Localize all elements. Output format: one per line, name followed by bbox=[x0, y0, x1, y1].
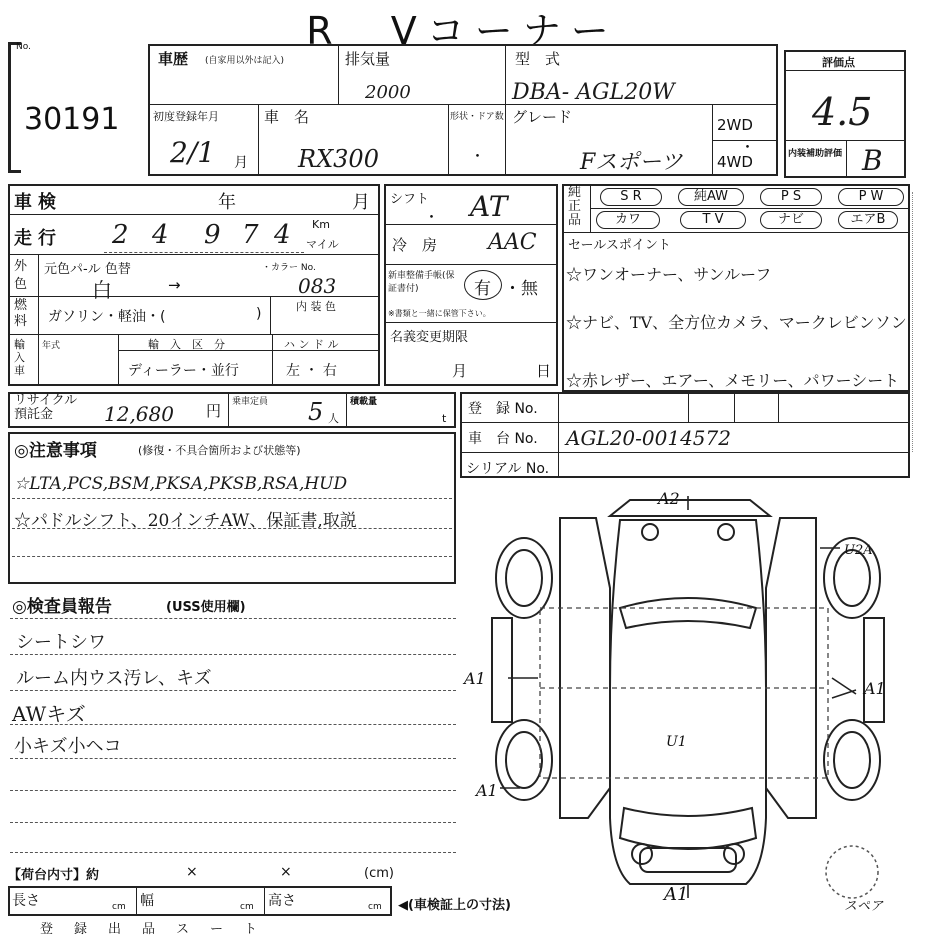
cargo-length: 長さ bbox=[12, 893, 40, 909]
wheel-right-rear-inner bbox=[834, 550, 870, 606]
first-reg-value: 2/1 bbox=[170, 136, 216, 169]
cargo-width-cm: cm bbox=[240, 902, 254, 912]
displacement-label: 排気量 bbox=[345, 50, 391, 68]
equip-sr: S R bbox=[600, 188, 662, 206]
no-label: No. bbox=[16, 42, 31, 52]
footer-partial: 登 録 出 品 ス ー ト bbox=[40, 922, 262, 937]
lot-number: 30191 bbox=[24, 102, 120, 137]
inspector-sub: (USS使用欄) bbox=[166, 600, 246, 615]
load-label: 積載量 bbox=[350, 397, 378, 407]
shift-label: シフト bbox=[390, 192, 430, 207]
mileage-digit: 4 bbox=[274, 220, 291, 250]
sheet-title: R Vコーナー bbox=[306, 9, 619, 53]
wheel-left-front-inner bbox=[506, 732, 542, 788]
score-value: 4.5 bbox=[812, 90, 873, 134]
drive-2wd: 2WD bbox=[717, 116, 753, 134]
cargo-length-cm: cm bbox=[112, 902, 126, 912]
aircon-label: 冷 房 bbox=[392, 236, 438, 254]
front-grille bbox=[640, 848, 736, 872]
car-name-value: RX300 bbox=[298, 145, 379, 173]
cargo-x2: × bbox=[280, 864, 292, 880]
aircon-value: AAC bbox=[488, 230, 537, 255]
notes-sub: (修復・不具合箇所および状態等) bbox=[138, 444, 301, 457]
interior-area bbox=[540, 608, 828, 778]
inspector-line-2: ルーム内ウス汚レ、キズ bbox=[16, 668, 212, 689]
mileage-digit: 4 bbox=[152, 220, 169, 250]
shift-dot: ・ bbox=[424, 208, 440, 226]
first-reg-label: 初度登録年月 bbox=[153, 110, 219, 123]
shift-value: AT bbox=[470, 190, 508, 223]
color-arrow: → bbox=[168, 276, 181, 294]
cargo-width: 幅 bbox=[140, 893, 154, 909]
inspector-line-3: AWキズ bbox=[12, 702, 86, 726]
interior-color-label: 内 装 色 bbox=[296, 300, 336, 313]
capacity-label: 乗車定員 bbox=[232, 397, 269, 407]
recycle-unit: 円 bbox=[206, 402, 222, 420]
mileage-unit-km: Km bbox=[312, 218, 330, 231]
grade-label: グレード bbox=[512, 108, 573, 126]
chassis-value: AGL20-0014572 bbox=[566, 426, 731, 450]
car-body bbox=[610, 520, 766, 884]
manual-note: ※書類と一緒に保管下さい。 bbox=[388, 309, 491, 318]
right-door-panel bbox=[766, 518, 816, 818]
name-change-label: 名義変更期限 bbox=[390, 330, 469, 345]
cargo-unit: (cm) bbox=[364, 866, 394, 881]
inspection-year: 年 bbox=[218, 192, 236, 213]
inspection-month: 月 bbox=[352, 192, 370, 213]
sales-line-1: ☆ワンオーナー、サンルーフ bbox=[566, 265, 772, 284]
recycle-value: 12,680 bbox=[104, 402, 174, 426]
damage-a1-left-2: A1 bbox=[476, 781, 498, 800]
import-year-label: 年式 bbox=[42, 341, 61, 351]
front-light-right bbox=[724, 844, 744, 864]
damage-u1: U1 bbox=[666, 734, 687, 750]
windshield bbox=[620, 808, 756, 849]
damage-a1-right: A1 bbox=[864, 679, 886, 698]
shape-dot: ・ bbox=[470, 147, 486, 165]
cargo-label: 【荷台内寸】約 bbox=[8, 868, 100, 883]
drive-4wd: 4WD bbox=[717, 153, 753, 171]
serial-label: シリアル No. bbox=[466, 461, 550, 477]
inspector-label: ◎検査員報告 bbox=[12, 597, 112, 617]
mileage-label: 走行 bbox=[14, 228, 62, 249]
fuel-close: ) bbox=[256, 306, 262, 322]
car-name-label: 車 名 bbox=[264, 108, 310, 126]
damage-a1-left: A1 bbox=[464, 669, 486, 688]
sales-point-label: セールスポイント bbox=[568, 238, 671, 253]
color-no-value: 083 bbox=[298, 274, 337, 298]
fuel-label: 燃料 bbox=[14, 298, 28, 329]
interior-score-label: 内装補助評価 bbox=[788, 149, 843, 159]
mileage-unit-mile: マイル bbox=[306, 238, 339, 251]
recycle-label: リサイクル預託金 bbox=[14, 393, 78, 422]
inspector-line-4: 小キズ小ヘコ bbox=[14, 736, 122, 757]
registration-label: 登 録 No. bbox=[468, 401, 538, 417]
equipment-label: 純正品 bbox=[568, 185, 582, 228]
rear-window bbox=[620, 598, 756, 628]
equip-tv: T V bbox=[680, 211, 746, 229]
import-label: 輸入車 bbox=[14, 338, 25, 377]
capacity-value: 5 bbox=[308, 398, 324, 426]
cargo-height-cm: cm bbox=[368, 902, 382, 912]
hatch-light-right bbox=[718, 524, 734, 540]
sales-line-3: ☆赤レザー、エアー、メモリー、パワーシート bbox=[566, 371, 900, 390]
orig-color-value: 白 bbox=[92, 278, 112, 302]
import-category-options: ディーラー・並行 bbox=[128, 363, 239, 379]
cargo-x1: × bbox=[186, 864, 198, 880]
color-no-label: ・カラー No. bbox=[262, 263, 316, 273]
damage-u2a: U2A bbox=[844, 543, 873, 558]
hatch-light-left bbox=[642, 524, 658, 540]
chassis-label: 車 台 No. bbox=[468, 431, 538, 447]
damage-a2: A2 bbox=[658, 489, 680, 508]
history-note: (自家用以外は記入) bbox=[205, 56, 285, 66]
manual-no: ・無 bbox=[504, 279, 538, 299]
equip-airbag: エアB bbox=[838, 211, 898, 229]
name-change-day: 日 bbox=[536, 362, 552, 380]
spare-label: スペア bbox=[844, 899, 884, 914]
cargo-note: ◀(車検証上の寸法) bbox=[398, 898, 511, 913]
orig-color-label: 元色パ-ル 色替 bbox=[44, 262, 131, 277]
wheel-left-rear-inner bbox=[506, 550, 542, 606]
equip-pw: P W bbox=[838, 188, 904, 206]
equip-aw: 純AW bbox=[678, 188, 744, 206]
drive-dot: ・ bbox=[740, 138, 756, 156]
inspector-line-1: シートシワ bbox=[16, 632, 106, 653]
inspection-label: 車検 bbox=[14, 192, 62, 213]
wheel-right-front-inner bbox=[834, 732, 870, 788]
manual-yes: 有 bbox=[474, 279, 491, 299]
lot-bracket bbox=[8, 42, 21, 173]
history-label: 車歴 bbox=[158, 50, 189, 68]
front-light-left bbox=[632, 844, 652, 864]
margin-marks bbox=[912, 192, 921, 452]
fuel-options: ガソリン・軽油・( bbox=[48, 309, 166, 325]
score-label: 評価点 bbox=[822, 56, 855, 69]
import-category-label: 輸 入 区 分 bbox=[148, 338, 225, 351]
load-unit: t bbox=[442, 412, 447, 425]
damage-a1-bottom: A1 bbox=[664, 884, 689, 905]
mileage-digit: 2 bbox=[112, 220, 129, 250]
mileage-digit: 9 bbox=[204, 220, 221, 250]
capacity-unit: 人 bbox=[328, 412, 339, 425]
name-change-month: 月 bbox=[452, 362, 468, 380]
cargo-box bbox=[8, 886, 392, 916]
equip-ps: P S bbox=[760, 188, 822, 206]
handle-options: 左 ・ 右 bbox=[286, 363, 337, 379]
rear-hatch bbox=[610, 500, 770, 516]
car-damage-diagram bbox=[460, 488, 920, 924]
model-value: DBA- AGL20W bbox=[512, 80, 675, 105]
sales-line-2: ☆ナビ、TV、全方位カメラ、マークレビンソン bbox=[566, 313, 907, 332]
notes-line-1: ☆LTA,PCS,BSM,PKSA,PKSB,RSA,HUD bbox=[14, 474, 348, 494]
manual-label: 新車整備手帳(保証書付) bbox=[388, 271, 455, 294]
grade-value: Fスポーツ bbox=[580, 150, 683, 175]
spare-circle bbox=[826, 846, 878, 898]
mileage-digits bbox=[104, 216, 304, 252]
first-reg-month: 月 bbox=[234, 155, 248, 171]
mileage-digit: 7 bbox=[242, 220, 259, 250]
exterior-label: 外色 bbox=[14, 259, 28, 292]
equip-navi: ナビ bbox=[760, 211, 822, 229]
notes-line-2: ☆パドルシフト、20インチAW、保証書,取説 bbox=[14, 511, 357, 531]
interior-score-value: B bbox=[862, 144, 883, 177]
shape-label: 形状・ドア数 bbox=[450, 112, 504, 122]
model-label: 型 式 bbox=[515, 50, 561, 68]
cargo-height: 高さ bbox=[268, 893, 296, 909]
notes-label: ◎注意事項 bbox=[14, 441, 97, 461]
left-door-panel bbox=[560, 518, 610, 818]
left-skirt bbox=[492, 618, 512, 722]
displacement-value: 2000 bbox=[365, 82, 411, 103]
equip-leather: カワ bbox=[596, 211, 660, 229]
handle-label: ハ ン ド ル bbox=[284, 338, 339, 351]
right-skirt bbox=[864, 618, 884, 722]
